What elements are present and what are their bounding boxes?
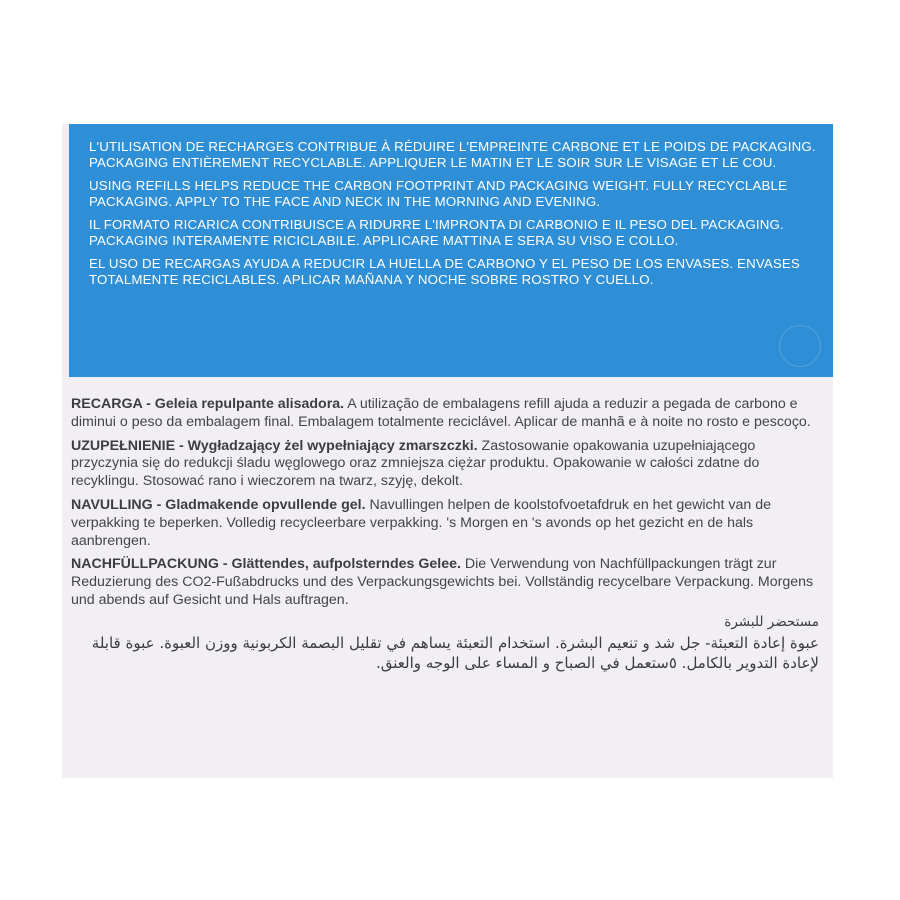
arabic-title: مستحضر للبشرة: [724, 613, 819, 630]
blue-text-panel: [69, 124, 833, 377]
german-heading: NACHFÜLLPACKUNG - Glättendes, aufpolsterndes Gelee.: [71, 556, 461, 573]
polish-paragraph: [71, 438, 825, 491]
spanish-paragraph: EL USO DE RECARGAS AYUDA A REDUCIR LA HUELLA DE CARBONO Y EL PESO DE LOS ENVASES. ENVASES TOTALMENTE RECICLABLES. APLICAR MAÑANA Y NOCHE SOBRE ROSTRO Y CUELLO.: [89, 256, 800, 287]
arabic-paragraph: [71, 612, 819, 673]
portuguese-paragraph: [71, 396, 825, 432]
watermark-circle-icon: [779, 325, 821, 367]
portuguese-heading: RECARGA - Geleia repulpante alisadora.: [71, 396, 345, 412]
german-paragraph: [71, 556, 825, 609]
dutch-body: Navullingen helpen de koolstofvoetafdruk en het gewicht van de verpakking te beperken. Volledig recycleerbare verpakking. 's Morgen en 's avonds op het gezicht en de hals aanbrengen.: [71, 496, 771, 549]
dutch-paragraph: [71, 497, 825, 550]
dutch-heading: NAVULLING - Gladmakende opvullende gel.: [71, 496, 366, 513]
polish-heading: UZUPEŁNIENIE - Wygładzający żel wypełniający zmarszczki.: [71, 437, 478, 454]
packaging-label: [62, 124, 833, 778]
english-paragraph: USING REFILLS HELPS REDUCE THE CARBON FOOTPRINT AND PACKAGING WEIGHT. FULLY RECYCLABLE PACKAGING. APPLY TO THE FACE AND NECK IN THE MORNING AND EVENING.: [89, 178, 788, 209]
white-text-panel: [62, 377, 833, 778]
polish-body: Zastosowanie opakowania uzupełniającego przyczynia się do redukcji śladu węglowego oraz zmniejsza ciężar produktu. Opakowanie w całości zdatne do recyklingu. Stosować rano i wieczorem na twarz, szyję, dekolt.: [71, 437, 760, 490]
portuguese-body: A utilização de embalagens refill ajuda a reduzir a pegada de carbono e diminui o peso da embalagem final. Embalagem totalmente reciclável. Aplicar de manhã e à noite no rosto e pescoço.: [71, 396, 811, 430]
french-paragraph: L'UTILISATION DE RECHARGES CONTRIBUE À RÉDUIRE L'EMPREINTE CARBONE ET LE POIDS DE PACKAGING. PACKAGING ENTIÈREMENT RECYCLABLE. APPLIQUER LE MATIN ET LE SOIR SUR LE VISAGE ET LE COU.: [89, 139, 816, 170]
arabic-body: عبوة إعادة التعبئة- جل شد و تنعيم البشرة. استخدام التعبئة يساهم في تقليل البصمة الكربونية ووزن العبوة. عبوة قابلة لإعادة التدوير بالكامل. ٥ستعمل في الصباح و المساء على الوجه والعنق.: [91, 633, 819, 672]
italian-paragraph: IL FORMATO RICARICA CONTRIBUISCE A RIDURRE L'IMPRONTA DI CARBONIO E IL PESO DEL PACKAGING. PACKAGING INTERAMENTE RICICLABILE. APPLICARE MATTINA E SERA SU VISO E COLLO.: [89, 217, 784, 248]
german-body: Die Verwendung von Nachfüllpackungen trägt zur Reduzierung des CO2-Fußabdrucks und des Verpackungsgewichts bei. Vollständig recycelbare Verpackung. Morgens und abends auf Gesicht und Hals auftragen.: [71, 556, 814, 608]
